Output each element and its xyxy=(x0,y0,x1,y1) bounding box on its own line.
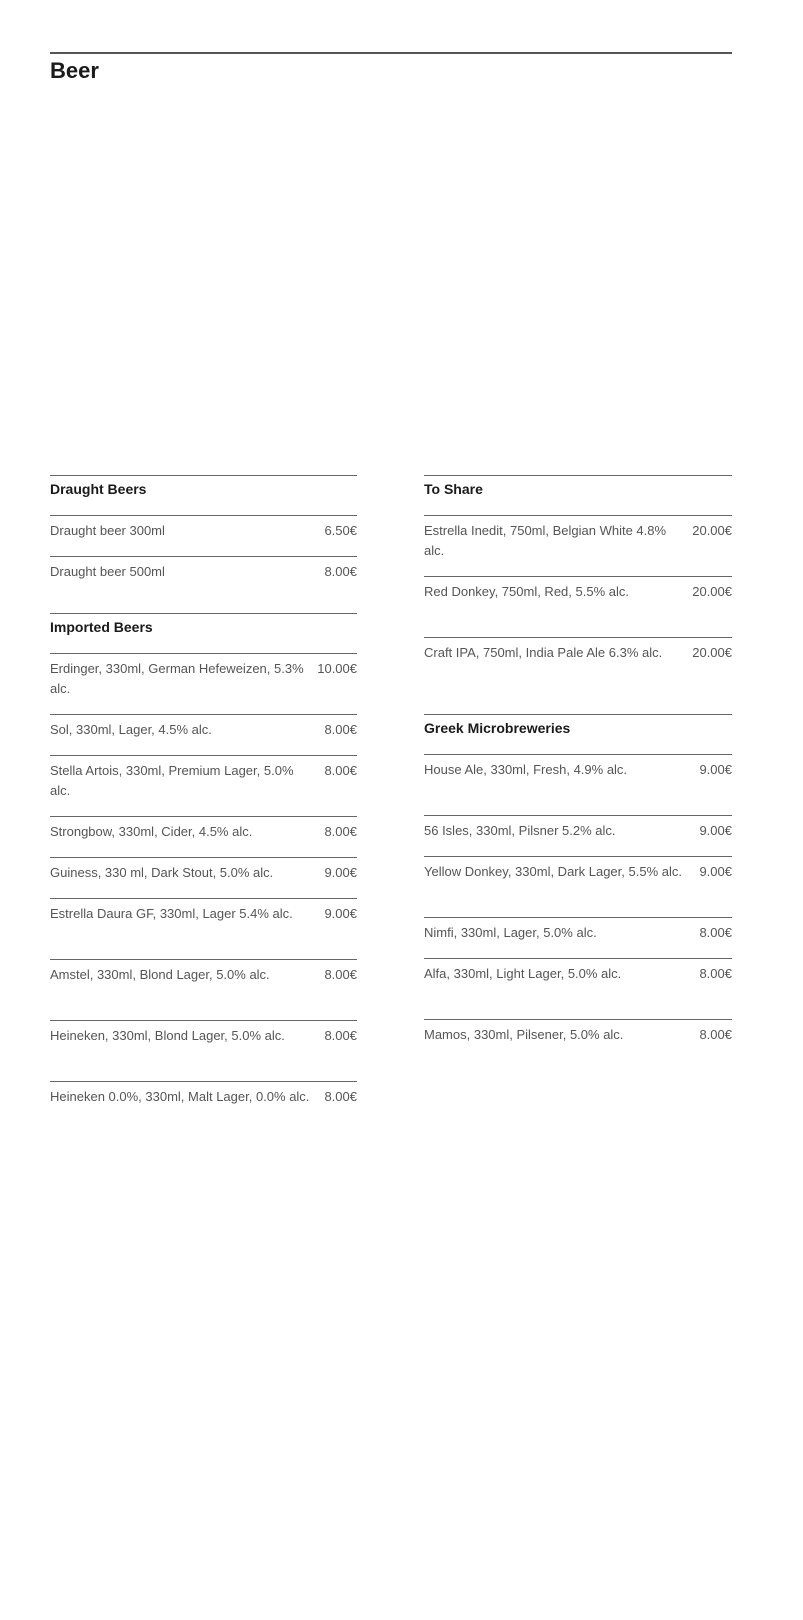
item-price: 10.00€ xyxy=(317,661,357,676)
menu-item xyxy=(50,653,357,709)
item-price: 8.00€ xyxy=(699,1027,732,1042)
section-imported-beers xyxy=(50,613,357,1137)
section-title: Imported Beers xyxy=(50,613,357,648)
section-title: To Share xyxy=(424,475,732,510)
item-name: Draught beer 300ml xyxy=(50,523,165,538)
item-price: 9.00€ xyxy=(324,906,357,921)
item-price: 8.00€ xyxy=(324,722,357,737)
item-price: 8.00€ xyxy=(324,564,357,579)
menu-item xyxy=(424,754,732,810)
menu-item xyxy=(50,1081,357,1137)
menu-item xyxy=(50,755,357,811)
item-name: Erdinger, 330ml, German Hefeweizen, 5.3% alc. xyxy=(50,661,304,696)
item-name: Sol, 330ml, Lager, 4.5% alc. xyxy=(50,722,212,737)
item-name: Craft IPA, 750ml, India Pale Ale 6.3% alc. xyxy=(424,645,663,660)
menu-item xyxy=(424,515,732,571)
page-title: Beer xyxy=(50,58,99,83)
item-price: 8.00€ xyxy=(699,925,732,940)
item-price: 9.00€ xyxy=(324,865,357,880)
menu-item xyxy=(50,816,357,852)
item-name: Estrella Inedit, 750ml, Belgian White 4.8% alc. xyxy=(424,523,667,558)
item-price: 8.00€ xyxy=(324,1028,357,1043)
menu-item xyxy=(50,898,357,954)
item-name: Red Donkey, 750ml, Red, 5.5% alc. xyxy=(424,584,629,599)
item-price: 8.00€ xyxy=(324,1089,357,1104)
item-price: 20.00€ xyxy=(692,645,732,660)
menu-item xyxy=(50,556,357,592)
item-price: 20.00€ xyxy=(692,584,732,599)
item-name: Yellow Donkey, 330ml, Dark Lager, 5.5% alc. xyxy=(424,864,682,879)
item-price: 8.00€ xyxy=(324,967,357,982)
section-to-share xyxy=(424,475,732,693)
item-price: 20.00€ xyxy=(692,523,732,538)
item-name: Draught beer 500ml xyxy=(50,564,165,579)
item-price: 9.00€ xyxy=(699,823,732,838)
item-price: 8.00€ xyxy=(324,763,357,778)
menu-column-left xyxy=(50,475,357,1137)
top-divider xyxy=(50,52,732,54)
item-price: 9.00€ xyxy=(699,864,732,879)
menu-column-right xyxy=(424,475,732,1075)
item-name: Estrella Daura GF, 330ml, Lager 5.4% alc. xyxy=(50,906,293,921)
item-name: Mamos, 330ml, Pilsener, 5.0% alc. xyxy=(424,1027,624,1042)
menu-item xyxy=(50,1020,357,1076)
menu-item xyxy=(424,576,732,632)
item-name: Nimfi, 330ml, Lager, 5.0% alc. xyxy=(424,925,597,940)
item-name: Heineken 0.0%, 330ml, Malt Lager, 0.0% alc. xyxy=(50,1089,310,1104)
section-title: Greek Microbreweries xyxy=(424,714,732,749)
menu-item xyxy=(50,714,357,750)
menu-item xyxy=(50,857,357,893)
menu-item xyxy=(424,958,732,1014)
item-price: 6.50€ xyxy=(324,523,357,538)
item-name: House Ale, 330ml, Fresh, 4.9% alc. xyxy=(424,762,628,777)
item-name: 56 Isles, 330ml, Pilsner 5.2% alc. xyxy=(424,823,616,838)
item-name: Guiness, 330 ml, Dark Stout, 5.0% alc. xyxy=(50,865,274,880)
section-draught-beers xyxy=(50,475,357,592)
item-name: Alfa, 330ml, Light Lager, 5.0% alc. xyxy=(424,966,622,981)
menu-item xyxy=(424,856,732,912)
item-price: 9.00€ xyxy=(699,762,732,777)
item-name: Strongbow, 330ml, Cider, 4.5% alc. xyxy=(50,824,253,839)
section-title: Draught Beers xyxy=(50,475,357,510)
item-name: Stella Artois, 330ml, Premium Lager, 5.0% alc. xyxy=(50,763,294,798)
menu-item xyxy=(50,515,357,551)
item-price: 8.00€ xyxy=(324,824,357,839)
item-name: Amstel, 330ml, Blond Lager, 5.0% alc. xyxy=(50,967,270,982)
item-price: 8.00€ xyxy=(699,966,732,981)
menu-item xyxy=(424,1019,732,1075)
menu-item xyxy=(424,637,732,693)
item-name: Heineken, 330ml, Blond Lager, 5.0% alc. xyxy=(50,1028,285,1043)
section-greek-microbreweries xyxy=(424,714,732,1075)
menu-item xyxy=(50,959,357,1015)
menu-item xyxy=(424,917,732,953)
menu-item xyxy=(424,815,732,851)
